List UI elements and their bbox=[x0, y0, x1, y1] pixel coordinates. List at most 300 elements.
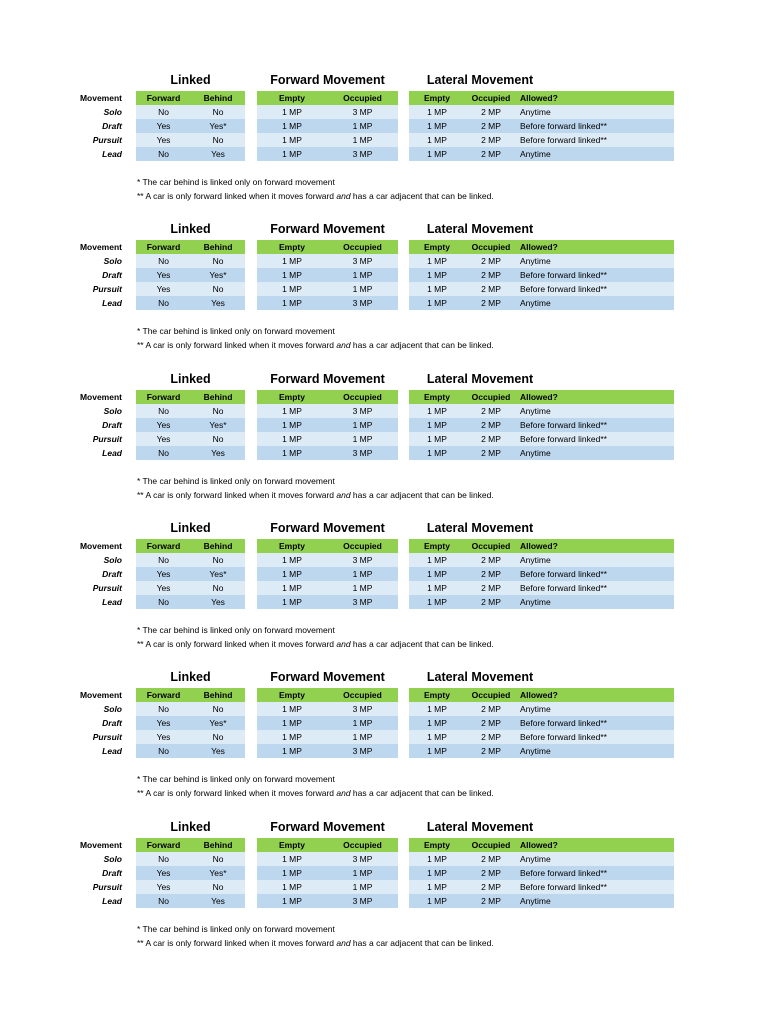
forward-column-header: Forward bbox=[146, 690, 181, 701]
row-label: Draft bbox=[102, 718, 122, 729]
lateral-empty-column-header: Empty bbox=[424, 93, 450, 103]
forward-linked-cell: Yes bbox=[156, 881, 171, 892]
lateral-empty-cell: 1 MP bbox=[427, 853, 447, 864]
row-label: Solo bbox=[103, 405, 122, 416]
forward-occupied-cell: 3 MP bbox=[352, 298, 373, 309]
forward-occupied-cell: 3 MP bbox=[352, 405, 373, 416]
table-row bbox=[0, 147, 768, 161]
lateral-occupied-column-header: Occupied bbox=[471, 540, 511, 551]
lateral-occupied-column-header: Occupied bbox=[471, 93, 511, 103]
footnote-forward-movement: * The car behind is linked only on forward movement bbox=[137, 475, 335, 486]
lateral-occupied-cell: 2 MP bbox=[481, 568, 501, 579]
lateral-empty-cell: 1 MP bbox=[427, 419, 447, 430]
column-header-row bbox=[0, 91, 768, 105]
allowed-cell: Before forward linked** bbox=[520, 121, 607, 131]
lateral-occupied-column-header: Occupied bbox=[471, 690, 511, 701]
behind-column-header: Behind bbox=[203, 690, 233, 701]
allowed-cell: Before forward linked** bbox=[520, 867, 607, 878]
forward-linked-cell: No bbox=[158, 596, 169, 607]
lateral-occupied-cell: 2 MP bbox=[481, 867, 501, 878]
table-row bbox=[0, 404, 768, 418]
behind-linked-cell: Yes* bbox=[209, 867, 227, 878]
lateral-occupied-cell: 2 MP bbox=[481, 718, 501, 729]
forward-movement-header: Forward Movement bbox=[270, 371, 385, 386]
lateral-movement-header: Lateral Movement bbox=[426, 520, 534, 535]
forward-occupied-cell: 3 MP bbox=[352, 746, 373, 757]
forward-movement-header: Forward Movement bbox=[270, 819, 385, 834]
movement-table-block bbox=[0, 220, 768, 360]
allowed-cell: Anytime bbox=[520, 596, 551, 607]
behind-linked-cell: No bbox=[212, 433, 224, 444]
lateral-empty-cell: 1 MP bbox=[427, 867, 447, 878]
forward-linked-cell: No bbox=[158, 895, 169, 906]
allowed-cell: Anytime bbox=[520, 746, 551, 757]
behind-linked-cell: No bbox=[212, 853, 224, 864]
forward-occupied-cell: 1 MP bbox=[352, 121, 373, 131]
footnote-forward-linked: ** A car is only forward linked when it moves forward and has a car adjacent that can be linked. bbox=[137, 937, 494, 948]
lateral-empty-cell: 1 MP bbox=[427, 447, 447, 458]
allowed-cell: Before forward linked** bbox=[520, 582, 607, 593]
forward-empty-cell: 1 MP bbox=[282, 447, 302, 458]
column-header-row bbox=[0, 539, 768, 553]
allowed-cell: Anytime bbox=[520, 298, 551, 309]
allowed-cell: Before forward linked** bbox=[520, 270, 607, 281]
behind-linked-cell: Yes bbox=[211, 298, 225, 309]
forward-linked-cell: Yes bbox=[156, 732, 171, 743]
allowed-column-header: Allowed? bbox=[520, 540, 558, 551]
lateral-occupied-cell: 2 MP bbox=[481, 284, 501, 295]
table-row bbox=[0, 852, 768, 866]
forward-empty-cell: 1 MP bbox=[282, 554, 302, 565]
allowed-cell: Before forward linked** bbox=[520, 419, 607, 430]
table-row bbox=[0, 119, 768, 133]
forward-empty-cell: 1 MP bbox=[282, 149, 302, 159]
forward-occupied-cell: 1 MP bbox=[352, 433, 373, 444]
behind-linked-cell: No bbox=[212, 881, 224, 892]
lateral-empty-cell: 1 MP bbox=[427, 149, 447, 159]
movement-column-header: Movement bbox=[79, 540, 122, 551]
footnote-forward-linked: ** A car is only forward linked when it moves forward and has a car adjacent that can be linked. bbox=[137, 638, 494, 649]
behind-linked-cell: No bbox=[212, 405, 224, 416]
row-label: Solo bbox=[103, 554, 122, 565]
footnote-forward-movement: * The car behind is linked only on forward movement bbox=[137, 326, 335, 337]
row-label: Pursuit bbox=[92, 135, 122, 145]
lateral-occupied-cell: 2 MP bbox=[481, 554, 501, 565]
table-row bbox=[0, 866, 768, 880]
forward-empty-cell: 1 MP bbox=[282, 853, 302, 864]
row-label: Lead bbox=[102, 298, 122, 309]
movement-table-block bbox=[0, 519, 768, 659]
lateral-movement-header: Lateral Movement bbox=[426, 819, 534, 834]
lateral-occupied-cell: 2 MP bbox=[481, 149, 501, 159]
lateral-empty-column-header: Empty bbox=[424, 690, 450, 701]
occupied-column-header: Occupied bbox=[343, 242, 382, 253]
forward-occupied-cell: 1 MP bbox=[352, 135, 373, 145]
row-label: Solo bbox=[103, 704, 122, 715]
behind-linked-cell: No bbox=[212, 107, 224, 117]
lateral-occupied-column-header: Occupied bbox=[471, 242, 511, 253]
forward-empty-cell: 1 MP bbox=[282, 704, 302, 715]
lateral-occupied-cell: 2 MP bbox=[481, 881, 501, 892]
allowed-cell: Anytime bbox=[520, 554, 551, 565]
forward-linked-cell: Yes bbox=[156, 419, 171, 430]
forward-empty-cell: 1 MP bbox=[282, 582, 302, 593]
table-row bbox=[0, 894, 768, 908]
forward-occupied-cell: 3 MP bbox=[352, 895, 373, 906]
allowed-cell: Before forward linked** bbox=[520, 718, 607, 729]
allowed-column-header: Allowed? bbox=[520, 391, 558, 402]
forward-occupied-cell: 1 MP bbox=[352, 718, 373, 729]
lateral-empty-cell: 1 MP bbox=[427, 596, 447, 607]
table-row bbox=[0, 282, 768, 296]
forward-empty-cell: 1 MP bbox=[282, 596, 302, 607]
lateral-occupied-cell: 2 MP bbox=[481, 447, 501, 458]
behind-linked-cell: Yes bbox=[211, 447, 225, 458]
forward-column-header: Forward bbox=[146, 242, 181, 253]
behind-linked-cell: No bbox=[212, 135, 224, 145]
lateral-empty-cell: 1 MP bbox=[427, 895, 447, 906]
forward-occupied-cell: 3 MP bbox=[352, 149, 373, 159]
footnote-forward-movement: * The car behind is linked only on forward movement bbox=[137, 774, 335, 785]
forward-linked-cell: No bbox=[158, 405, 169, 416]
forward-linked-cell: No bbox=[158, 447, 169, 458]
allowed-cell: Before forward linked** bbox=[520, 732, 607, 743]
lateral-occupied-cell: 2 MP bbox=[481, 732, 501, 743]
behind-linked-cell: Yes bbox=[211, 746, 225, 757]
behind-column-header: Behind bbox=[203, 839, 233, 850]
allowed-cell: Anytime bbox=[520, 895, 551, 906]
table-row bbox=[0, 595, 768, 609]
row-label: Pursuit bbox=[92, 284, 122, 295]
lateral-occupied-cell: 2 MP bbox=[481, 704, 501, 715]
behind-column-header: Behind bbox=[203, 540, 233, 551]
column-header-row bbox=[0, 240, 768, 254]
forward-empty-cell: 1 MP bbox=[282, 405, 302, 416]
lateral-empty-column-header: Empty bbox=[424, 242, 450, 253]
forward-empty-cell: 1 MP bbox=[282, 433, 302, 444]
allowed-cell: Anytime bbox=[520, 405, 551, 416]
forward-linked-cell: Yes bbox=[156, 433, 171, 444]
forward-empty-cell: 1 MP bbox=[282, 881, 302, 892]
behind-column-header: Behind bbox=[203, 93, 233, 103]
column-header-row bbox=[0, 838, 768, 852]
empty-column-header: Empty bbox=[279, 540, 305, 551]
linked-header: Linked bbox=[170, 371, 211, 386]
row-label: Draft bbox=[102, 270, 122, 281]
forward-empty-cell: 1 MP bbox=[282, 732, 302, 743]
movement-column-header: Movement bbox=[79, 839, 122, 850]
table-row bbox=[0, 105, 768, 119]
row-label: Lead bbox=[102, 746, 122, 757]
forward-movement-header: Forward Movement bbox=[270, 222, 385, 237]
allowed-cell: Anytime bbox=[520, 853, 551, 864]
footnote-forward-movement: * The car behind is linked only on forward movement bbox=[137, 923, 335, 934]
lateral-empty-cell: 1 MP bbox=[427, 405, 447, 416]
lateral-occupied-cell: 2 MP bbox=[481, 121, 501, 131]
lateral-empty-cell: 1 MP bbox=[427, 732, 447, 743]
lateral-occupied-cell: 2 MP bbox=[481, 135, 501, 145]
behind-linked-cell: Yes* bbox=[209, 568, 227, 579]
linked-header: Linked bbox=[170, 670, 211, 685]
lateral-occupied-cell: 2 MP bbox=[481, 419, 501, 430]
forward-linked-cell: No bbox=[158, 704, 169, 715]
table-row bbox=[0, 581, 768, 595]
forward-empty-cell: 1 MP bbox=[282, 270, 302, 281]
table-row bbox=[0, 553, 768, 567]
lateral-movement-header: Lateral Movement bbox=[426, 222, 534, 237]
table-row bbox=[0, 296, 768, 310]
allowed-column-header: Allowed? bbox=[520, 93, 558, 103]
linked-header: Linked bbox=[170, 819, 211, 834]
row-label: Pursuit bbox=[92, 881, 122, 892]
lateral-occupied-cell: 2 MP bbox=[481, 746, 501, 757]
behind-column-header: Behind bbox=[203, 242, 233, 253]
occupied-column-header: Occupied bbox=[343, 540, 382, 551]
forward-linked-cell: No bbox=[158, 554, 169, 565]
forward-column-header: Forward bbox=[146, 839, 181, 850]
table-row bbox=[0, 418, 768, 432]
lateral-occupied-cell: 2 MP bbox=[481, 107, 501, 117]
forward-occupied-cell: 3 MP bbox=[352, 554, 373, 565]
forward-occupied-cell: 3 MP bbox=[352, 256, 373, 267]
forward-linked-cell: Yes bbox=[156, 135, 171, 145]
occupied-column-header: Occupied bbox=[343, 690, 382, 701]
forward-occupied-cell: 1 MP bbox=[352, 284, 373, 295]
lateral-movement-header: Lateral Movement bbox=[426, 371, 534, 386]
forward-movement-header: Forward Movement bbox=[270, 670, 385, 685]
empty-column-header: Empty bbox=[279, 93, 305, 103]
forward-occupied-cell: 1 MP bbox=[352, 732, 373, 743]
forward-linked-cell: No bbox=[158, 298, 169, 309]
empty-column-header: Empty bbox=[279, 242, 305, 253]
lateral-empty-column-header: Empty bbox=[424, 839, 450, 850]
row-label: Draft bbox=[102, 121, 122, 131]
forward-empty-cell: 1 MP bbox=[282, 107, 302, 117]
footnote-forward-movement: * The car behind is linked only on forward movement bbox=[137, 177, 335, 187]
lateral-empty-cell: 1 MP bbox=[427, 298, 447, 309]
behind-linked-cell: No bbox=[212, 554, 224, 565]
lateral-movement-header: Lateral Movement bbox=[426, 73, 534, 87]
forward-movement-header: Forward Movement bbox=[270, 73, 385, 87]
occupied-column-header: Occupied bbox=[343, 839, 382, 850]
lateral-occupied-column-header: Occupied bbox=[471, 839, 511, 850]
movement-table-block bbox=[0, 818, 768, 958]
row-label: Pursuit bbox=[92, 732, 122, 743]
lateral-empty-cell: 1 MP bbox=[427, 746, 447, 757]
table-row bbox=[0, 744, 768, 758]
row-label: Solo bbox=[103, 256, 122, 267]
allowed-cell: Anytime bbox=[520, 107, 551, 117]
footnote-forward-linked: ** A car is only forward linked when it moves forward and has a car adjacent that can be linked. bbox=[137, 340, 494, 351]
table-row bbox=[0, 730, 768, 744]
table-row bbox=[0, 446, 768, 460]
forward-occupied-cell: 1 MP bbox=[352, 419, 373, 430]
row-label: Pursuit bbox=[92, 582, 122, 593]
allowed-cell: Anytime bbox=[520, 704, 551, 715]
forward-column-header: Forward bbox=[146, 391, 181, 402]
allowed-cell: Before forward linked** bbox=[520, 433, 607, 444]
behind-linked-cell: Yes* bbox=[209, 121, 227, 131]
behind-linked-cell: No bbox=[212, 704, 224, 715]
table-row bbox=[0, 716, 768, 730]
table-row bbox=[0, 702, 768, 716]
allowed-cell: Anytime bbox=[520, 447, 551, 458]
footnote-forward-linked: ** A car is only forward linked when it moves forward and has a car adjacent that can be linked. bbox=[137, 788, 494, 799]
table-row bbox=[0, 268, 768, 282]
row-label: Draft bbox=[102, 568, 122, 579]
movement-table-block bbox=[0, 71, 768, 211]
empty-column-header: Empty bbox=[279, 690, 305, 701]
forward-empty-cell: 1 MP bbox=[282, 867, 302, 878]
table-row bbox=[0, 880, 768, 894]
behind-linked-cell: Yes* bbox=[209, 270, 227, 281]
table-row bbox=[0, 432, 768, 446]
forward-linked-cell: Yes bbox=[156, 867, 171, 878]
lateral-empty-column-header: Empty bbox=[424, 540, 450, 551]
row-label: Solo bbox=[103, 107, 122, 117]
lateral-occupied-cell: 2 MP bbox=[481, 895, 501, 906]
movement-column-header: Movement bbox=[79, 690, 122, 701]
forward-linked-cell: Yes bbox=[156, 718, 171, 729]
forward-empty-cell: 1 MP bbox=[282, 568, 302, 579]
behind-linked-cell: No bbox=[212, 732, 224, 743]
forward-linked-cell: Yes bbox=[156, 568, 171, 579]
forward-occupied-cell: 1 MP bbox=[352, 582, 373, 593]
lateral-occupied-cell: 2 MP bbox=[481, 298, 501, 309]
empty-column-header: Empty bbox=[279, 391, 305, 402]
behind-linked-cell: No bbox=[212, 284, 224, 295]
movement-column-header: Movement bbox=[79, 391, 122, 402]
lateral-occupied-cell: 2 MP bbox=[481, 270, 501, 281]
allowed-cell: Before forward linked** bbox=[520, 881, 607, 892]
linked-header: Linked bbox=[170, 222, 211, 237]
movement-table-block bbox=[0, 668, 768, 808]
movement-column-header: Movement bbox=[79, 242, 122, 253]
row-label: Lead bbox=[102, 447, 122, 458]
forward-empty-cell: 1 MP bbox=[282, 256, 302, 267]
empty-column-header: Empty bbox=[279, 839, 305, 850]
table-row bbox=[0, 133, 768, 147]
lateral-empty-cell: 1 MP bbox=[427, 270, 447, 281]
forward-occupied-cell: 1 MP bbox=[352, 270, 373, 281]
forward-empty-cell: 1 MP bbox=[282, 121, 302, 131]
occupied-column-header: Occupied bbox=[343, 391, 382, 402]
forward-empty-cell: 1 MP bbox=[282, 718, 302, 729]
lateral-empty-cell: 1 MP bbox=[427, 554, 447, 565]
allowed-cell: Before forward linked** bbox=[520, 135, 607, 145]
row-label: Lead bbox=[102, 149, 122, 159]
row-label: Solo bbox=[103, 853, 122, 864]
forward-empty-cell: 1 MP bbox=[282, 895, 302, 906]
table-row bbox=[0, 567, 768, 581]
linked-header: Linked bbox=[170, 520, 211, 535]
lateral-empty-cell: 1 MP bbox=[427, 107, 447, 117]
forward-column-header: Forward bbox=[146, 540, 181, 551]
lateral-empty-cell: 1 MP bbox=[427, 256, 447, 267]
lateral-occupied-cell: 2 MP bbox=[481, 582, 501, 593]
forward-linked-cell: No bbox=[158, 256, 169, 267]
forward-occupied-cell: 3 MP bbox=[352, 704, 373, 715]
forward-occupied-cell: 3 MP bbox=[352, 447, 373, 458]
row-label: Lead bbox=[102, 895, 122, 906]
lateral-occupied-cell: 2 MP bbox=[481, 433, 501, 444]
forward-occupied-cell: 3 MP bbox=[352, 853, 373, 864]
forward-occupied-cell: 1 MP bbox=[352, 867, 373, 878]
lateral-empty-cell: 1 MP bbox=[427, 582, 447, 593]
forward-empty-cell: 1 MP bbox=[282, 419, 302, 430]
lateral-empty-cell: 1 MP bbox=[427, 284, 447, 295]
lateral-occupied-column-header: Occupied bbox=[471, 391, 511, 402]
lateral-empty-cell: 1 MP bbox=[427, 881, 447, 892]
forward-linked-cell: No bbox=[158, 107, 169, 117]
forward-empty-cell: 1 MP bbox=[282, 746, 302, 757]
forward-empty-cell: 1 MP bbox=[282, 284, 302, 295]
behind-linked-cell: Yes* bbox=[209, 718, 227, 729]
row-label: Pursuit bbox=[92, 433, 122, 444]
behind-linked-cell: Yes bbox=[211, 895, 225, 906]
footnote-forward-linked: ** A car is only forward linked when it moves forward and has a car adjacent that can be linked. bbox=[137, 489, 494, 500]
forward-linked-cell: Yes bbox=[156, 582, 171, 593]
lateral-empty-cell: 1 MP bbox=[427, 433, 447, 444]
behind-linked-cell: Yes bbox=[211, 596, 225, 607]
forward-occupied-cell: 1 MP bbox=[352, 881, 373, 892]
behind-column-header: Behind bbox=[203, 391, 233, 402]
forward-linked-cell: Yes bbox=[156, 284, 171, 295]
allowed-cell: Before forward linked** bbox=[520, 568, 607, 579]
row-label: Lead bbox=[102, 596, 122, 607]
forward-linked-cell: Yes bbox=[156, 270, 171, 281]
forward-column-header: Forward bbox=[146, 93, 181, 103]
lateral-empty-cell: 1 MP bbox=[427, 704, 447, 715]
forward-occupied-cell: 3 MP bbox=[352, 107, 373, 117]
lateral-empty-cell: 1 MP bbox=[427, 121, 447, 131]
behind-linked-cell: No bbox=[212, 256, 224, 267]
behind-linked-cell: No bbox=[212, 582, 224, 593]
lateral-empty-cell: 1 MP bbox=[427, 568, 447, 579]
forward-empty-cell: 1 MP bbox=[282, 135, 302, 145]
occupied-column-header: Occupied bbox=[343, 93, 382, 103]
lateral-empty-cell: 1 MP bbox=[427, 718, 447, 729]
allowed-column-header: Allowed? bbox=[520, 690, 558, 701]
movement-table-block bbox=[0, 370, 768, 510]
column-header-row bbox=[0, 688, 768, 702]
lateral-occupied-cell: 2 MP bbox=[481, 853, 501, 864]
lateral-movement-header: Lateral Movement bbox=[426, 670, 534, 685]
lateral-empty-column-header: Empty bbox=[424, 391, 450, 402]
forward-linked-cell: No bbox=[158, 746, 169, 757]
footnote-forward-linked: ** A car is only forward linked when it moves forward and has a car adjacent that can be linked. bbox=[137, 191, 494, 201]
allowed-column-header: Allowed? bbox=[520, 839, 558, 850]
row-label: Draft bbox=[102, 867, 122, 878]
forward-occupied-cell: 3 MP bbox=[352, 596, 373, 607]
lateral-occupied-cell: 2 MP bbox=[481, 405, 501, 416]
footnote-forward-movement: * The car behind is linked only on forward movement bbox=[137, 624, 335, 635]
allowed-column-header: Allowed? bbox=[520, 242, 558, 253]
table-row bbox=[0, 254, 768, 268]
allowed-cell: Before forward linked** bbox=[520, 284, 607, 295]
forward-linked-cell: Yes bbox=[156, 121, 171, 131]
forward-linked-cell: No bbox=[158, 853, 169, 864]
forward-occupied-cell: 1 MP bbox=[352, 568, 373, 579]
behind-linked-cell: Yes bbox=[211, 149, 225, 159]
forward-movement-header: Forward Movement bbox=[270, 520, 385, 535]
lateral-empty-cell: 1 MP bbox=[427, 135, 447, 145]
allowed-cell: Anytime bbox=[520, 256, 551, 267]
movement-column-header: Movement bbox=[79, 93, 122, 103]
column-header-row bbox=[0, 390, 768, 404]
lateral-occupied-cell: 2 MP bbox=[481, 256, 501, 267]
forward-empty-cell: 1 MP bbox=[282, 298, 302, 309]
